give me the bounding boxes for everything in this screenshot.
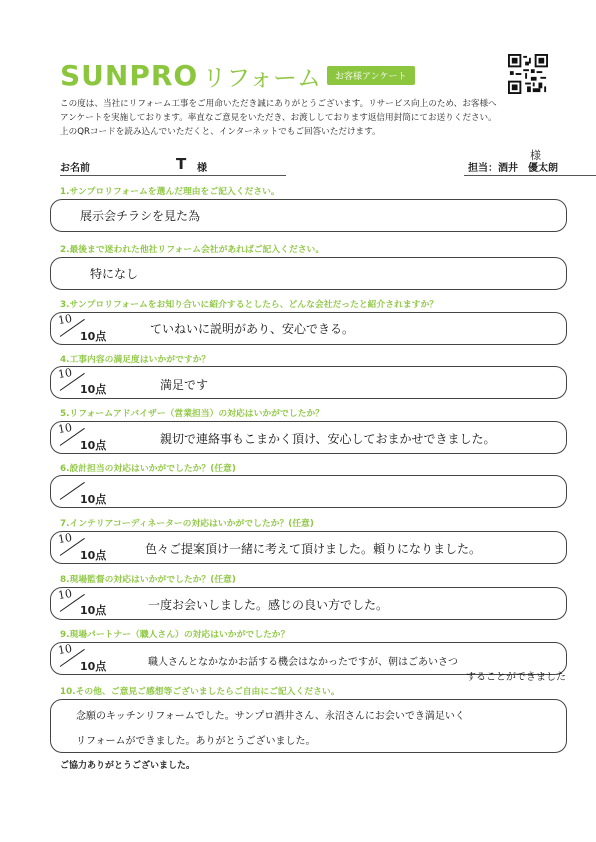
- answer-8: 一度お会いしました。感じの良い方でした。: [148, 598, 389, 612]
- score-handwritten: 10: [56, 420, 74, 437]
- question-7: 7.インテリアコーディネーターの対応はいかがでしたか？(任意): [60, 519, 314, 529]
- staff-honorific-handwritten: 様: [530, 149, 541, 162]
- name-suffix: 様: [197, 163, 207, 174]
- answer-4: 満足です: [160, 378, 209, 392]
- score-6: 10点: [80, 493, 107, 506]
- answer-2: 特になし: [90, 267, 139, 281]
- score-handwritten: 10: [56, 641, 74, 658]
- intro-line: アンケートを実施しております。率直なご意見をいただき、お渡ししております返信用封筒にてお送りください。: [60, 113, 497, 123]
- name-row: [60, 155, 558, 177]
- question-5: 5.リフォームアドバイザー（営業担当）の対応はいかがでしたか？: [60, 409, 324, 419]
- answer-5: 親切で連絡事もこまかく頂け、安心しておまかせできました。: [160, 432, 496, 446]
- question-2: 2.最後まで迷われた他社リフォーム会社があればご記入ください。: [60, 245, 325, 255]
- answer-10: 念願のキッチンリフォームでした。サンプロ酒井さん、永沼さんにお会いでき満足いく: [76, 711, 465, 722]
- score-5: 10点: [80, 439, 107, 452]
- answer-10-continued: リフォームができました。ありがとうございました。: [76, 736, 316, 747]
- intro-text: [60, 97, 550, 139]
- score-handwritten: 10: [56, 365, 74, 382]
- question-4: 4.工事内容の満足度はいかがですか？: [60, 355, 211, 365]
- answer-3: ていねいに説明があり、安心できる。: [150, 322, 355, 336]
- answer-box-6: [50, 475, 567, 508]
- question-9: 9.現場パートナー（職人さん）の対応はいかがでしたか？: [60, 630, 290, 640]
- score-7: 10点: [80, 549, 107, 562]
- score-handwritten: 10: [56, 311, 74, 328]
- answer-9: 職人さんとなかなかお話する機会はなかったですが、朝はごあいさつ: [148, 657, 458, 668]
- score-handwritten: 10: [56, 530, 74, 547]
- question-1: 1.サンプロリフォームを選んだ理由をご記入ください。: [60, 187, 280, 197]
- answer-box-4: [50, 366, 567, 399]
- logo-wordmark: SUNPRO: [60, 59, 199, 92]
- survey-tag: お客様アンケート: [327, 66, 414, 85]
- answer-7: 色々ご提案頂け一緒に考えて頂けました。頼りになりました。: [145, 542, 482, 556]
- score-8: 10点: [80, 604, 107, 617]
- intro-line: 上のQRコードを読み込んでいただくと、インターネットでもご回答いただけます。: [60, 127, 381, 137]
- qr-code-icon: [508, 54, 548, 94]
- name-value: T: [176, 155, 187, 173]
- name-label: お名前: [60, 163, 90, 174]
- score-3: 10点: [80, 330, 107, 343]
- staff-label: 担当：酒井 優太朗: [468, 163, 558, 174]
- name-underline: [60, 175, 286, 176]
- question-3: 3.サンプロリフォームをお知り合いに紹介するとしたら、どんな会社だったと紹介されますか？: [60, 300, 439, 310]
- answer-9-continued: することができました: [466, 672, 566, 683]
- thanks-text: ご協力ありがとうございました。: [60, 761, 196, 771]
- question-10: 10.その他、ご意見ご感想等ございましたらご自由にご記入ください。: [60, 687, 340, 697]
- sunpro-logo: [60, 58, 415, 93]
- answer-1: 展示会チラシを見た為: [80, 209, 201, 223]
- score-4: 10点: [80, 383, 107, 396]
- staff-underline: [464, 175, 596, 176]
- intro-line: この度は、当社にリフォーム工事をご用命いただき誠にありがとうございます。リサービス向上のため、お客様へ: [60, 99, 497, 109]
- question-8: 8.現場監督の対応はいかがでしたか？(任意): [60, 575, 236, 585]
- question-6: 6.設計担当の対応はいかがでしたか？(任意): [60, 464, 236, 474]
- score-handwritten: 10: [56, 586, 74, 603]
- logo-subtitle: リフォーム: [202, 64, 322, 92]
- score-9: 10点: [80, 660, 107, 673]
